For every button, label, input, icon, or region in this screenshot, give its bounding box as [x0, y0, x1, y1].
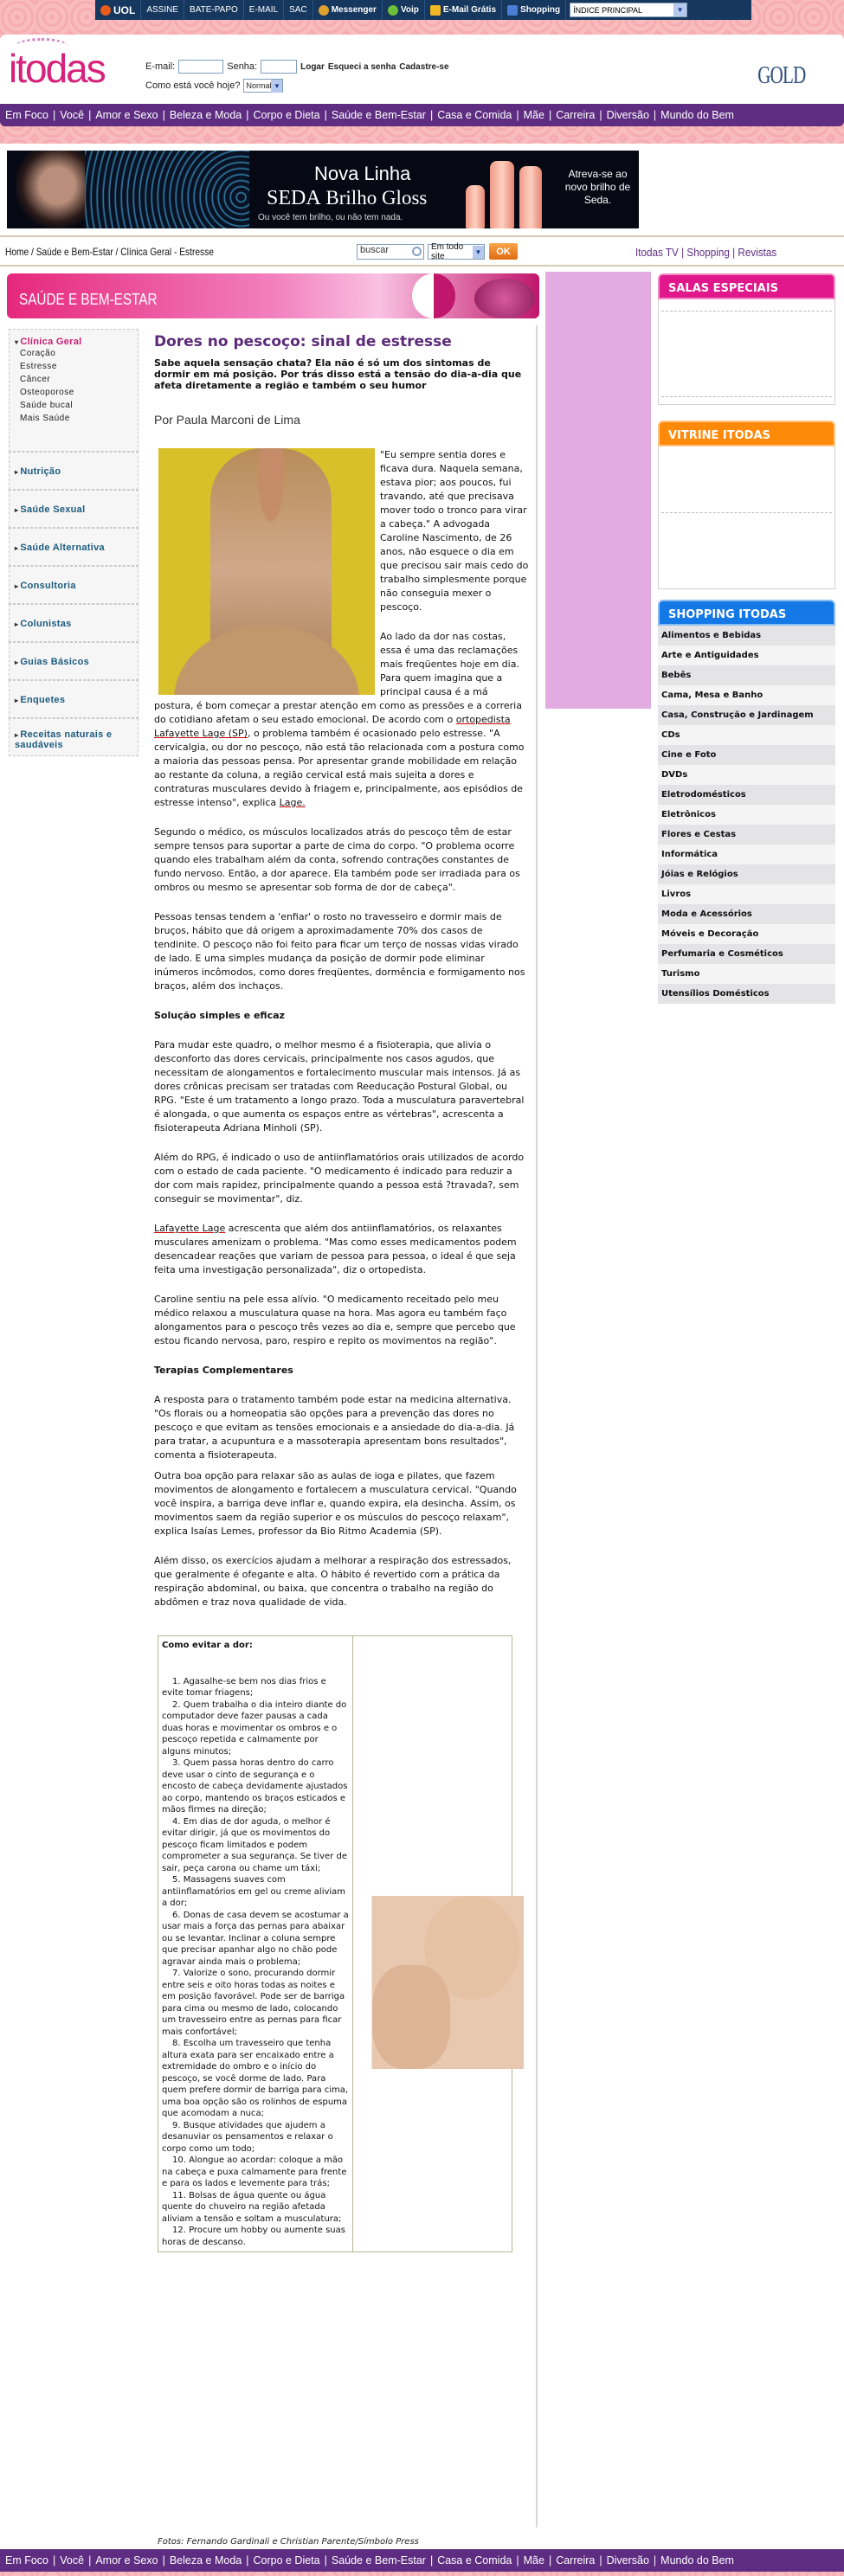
sidebar-block-clinica-geral: [9, 329, 139, 452]
tip-item: 5. Massagens suaves com antiinflamatórios em gel ou creme aliviam a dor;: [162, 1875, 346, 1908]
nav-separator: |: [88, 109, 92, 121]
ad-brand: SEDA: [267, 187, 321, 209]
password-label: Senha:: [227, 61, 258, 72]
nav-separator: |: [429, 2554, 434, 2566]
shopping-category-item[interactable]: Perfumaria e Cosméticos: [658, 944, 835, 964]
article-paragraph: A resposta para o tratamento também pode estar na medicina alternativa. "Os florais ou a homeopatia são opções para a prevenção das dores no pescoço e que evitam as tensões emocionais e a ansiedade do dia-a-dia. Já para tratar, a acupuntura e a massoterapia apresentam bons resultados", comenta a fisioterapeuta.: [154, 1394, 515, 1461]
shopping-category-item[interactable]: Eletrodomésticos: [658, 785, 835, 805]
article-paragraph: Além disso, os exercícios ajudam a melhorar a respiração dos estressados, que geralmente é ofegante e alta. O hábito é revertido com a prática da respiração abdominal, ou baixa, que concentra o trabalho na região do abdômen e traz nova qualidade de vida.: [154, 1555, 512, 1608]
ad-hair-graphic: [85, 151, 249, 228]
shopping-category-item[interactable]: Alimentos e Bebidas: [658, 626, 835, 646]
salas-especiais-widget: [658, 273, 835, 405]
nav-item-mae[interactable]: Mãe: [523, 109, 544, 121]
voip-label: Voip: [400, 5, 419, 15]
uol-service-shopping[interactable]: [502, 0, 566, 20]
paragraph-text: , o problema também é ocasionado pelo estresse. "A cervicalgia, ou dor no pescoço, não está tão relacionada com a postura como a maioria das pessoas pensa. Por apresentar grande mobilidade em relação ao restante da coluna, a região cervical está mais sujeita a dores e contraturas musculares devido à friagem e, principalmente, aos episódios de estresse intenso", explica: [154, 728, 525, 808]
right-column: [658, 273, 835, 1004]
nav-item-corpo-e-dieta[interactable]: Corpo e Dieta: [253, 2554, 320, 2566]
nav-separator: |: [324, 2554, 327, 2566]
uol-service-voip[interactable]: [383, 0, 425, 20]
index-select-value: ÍNDICE PRINCIPAL: [573, 5, 642, 15]
email-gratis-label: E-Mail Grátis: [442, 5, 497, 15]
article-paragraph: Para mudar este quadro, o melhor mesmo é a fisioterapia, que alivia o desconforto das dores cervicais, principalmente nos casos agudos, que necessitam de alongamentos e fortalecimento muscular mais intensos. Já as dores crônicas precisam ser tratadas com Reeducação Postural Global, ou RPG. "Este é um tratamento a longo prazo. Toda a musculatura paravertebral é alongada, o que aumenta os espaços entre as vértebras", acrescenta a fisioterapeuta Adriana Minholi (SP).: [154, 1039, 525, 1134]
uol-brand: UOL: [113, 3, 136, 16]
tips-box: [158, 1635, 512, 2252]
paragraph-text: Ao lado da dor nas costas, essa é uma das reclamações mais freqüentes hoje em dia. Para quem imagina que a principal causa é a má postura, é bom começar a prestar atenção em como as pressões e a correria do cotidiano afetam o seu estado emocional. De acordo com o: [154, 631, 522, 725]
forgot-password-link[interactable]: Esqueci a senha: [327, 61, 396, 72]
shopping-category-item[interactable]: Cama, Mesa e Banho: [658, 685, 835, 705]
nav-separator: |: [324, 109, 327, 121]
article-paragraph: Pessoas tensas tendem a 'enfiar' o rosto no travesseiro e dormir mais de bruços, hábito que dá origem a aproximadamente 70% dos casos de tendinite. O pescoço não foi feito para ficar um terço de nossas vidas virado de lado. E uma simples mudança da posição de dormir pode eliminar inúmeros incômodos, como dores freqüentes, dormência e formigamento nos braços, além dos inchaços.: [154, 911, 525, 992]
nav-separator: |: [162, 2554, 165, 2566]
paragraph-text: acrescenta que além dos antiinflamatórios, os relaxantes musculares amenizam o problema. "Mas como esses medicamentos podem desencadear reações que variam de pessoa para pessoa, o ideal é que seja feita uma investigação personalizada", diz o ortopedista.: [154, 1223, 517, 1275]
uol-logo-icon: [100, 5, 111, 16]
shopping-label: Shopping: [520, 5, 561, 15]
section-banner: [7, 273, 539, 318]
nav-item-carreira[interactable]: Carreira: [556, 109, 596, 121]
ad-headline: Nova Linha: [314, 163, 411, 184]
ad-product-name: Brilho Gloss: [325, 187, 428, 209]
nav-item-mae[interactable]: Mãe: [523, 2554, 544, 2566]
site-header: [0, 35, 844, 104]
search-input[interactable]: [357, 244, 424, 260]
sidebar-subitem-saude-bucal[interactable]: Saúde bucal: [20, 401, 74, 410]
shopping-category-item[interactable]: Utensílios Domésticos: [658, 984, 835, 1004]
vitrine-itodas-widget: [658, 421, 835, 589]
logo-text: itodas: [9, 46, 105, 91]
nav-item-diversao[interactable]: Diversão: [606, 2554, 649, 2566]
messenger-label: Messenger: [331, 5, 377, 15]
phone-icon: [388, 5, 398, 16]
search-scope-value: Em todo site: [431, 242, 464, 261]
password-field[interactable]: [261, 60, 297, 74]
fruit-decoration: [474, 279, 535, 318]
sidebar-block: [9, 718, 139, 756]
mood-label: Como está você hoje?: [145, 80, 241, 91]
sidebar-item-nutricao[interactable]: ▸ Nutrição: [15, 466, 132, 477]
chevron-down-icon: ▼: [271, 80, 282, 93]
chevron-down-icon: ▼: [473, 246, 484, 259]
tip-item: 12. Procure um hobby ou aumente suas horas de descanso.: [162, 2226, 345, 2247]
chevron-down-icon: ▼: [673, 3, 686, 16]
article-paragraph: Outra boa opção para relaxar são as aulas de ioga e pilates, que fazem movimentos de alongamento e fortalecem a musculatura cervical. "Quando você inspira, a barriga deve inflar e, quando expira, ela desincha. Assim, os movimentos saem da região superior e os músculos do pescoço relaxam", explica Isaías Lemes, professor da Bio Ritmo Academia (SP).: [154, 1470, 517, 1537]
messenger-icon: [319, 5, 329, 16]
woman-neck-photo: [355, 1896, 524, 2069]
sidebar-block: [9, 490, 139, 528]
search-scope-select[interactable]: [428, 244, 485, 260]
uol-link-bate-papo[interactable]: BATE-PAPO: [184, 0, 244, 20]
uol-service-email-gratis[interactable]: [425, 0, 502, 20]
search-ok-button[interactable]: OK: [489, 243, 518, 260]
nav-separator: |: [53, 2554, 56, 2566]
shopping-category-item[interactable]: Arte e Antiguidades: [658, 646, 835, 665]
tips-list: [158, 1636, 353, 2252]
uol-link-assine[interactable]: ASSINE: [141, 0, 184, 20]
neck-photo: [158, 448, 375, 695]
ad-area: [0, 144, 844, 235]
vitrine-itodas-content: [658, 446, 835, 589]
footer-nav: [0, 2549, 844, 2572]
yin-yang-icon: [412, 273, 455, 318]
gold-partner-logo[interactable]: GOLD: [757, 62, 806, 89]
ad-tagline: Ou você tem brilho, ou não tem nada.: [258, 213, 403, 222]
tips-photo-cell: [353, 1636, 512, 2252]
nav-item-saude-e-bem-estar[interactable]: Saúde e Bem-Estar: [331, 109, 426, 121]
tip-item: 8. Escolha um travesseiro que tenha altura exata para ser encaixado entre a extremidade do ombro e o início do pescoço, se você dorme de lado. Para quem prefere dormir de barriga para cima, uma boa opção são os rolinhos de espuma que acomodam a nuca;: [162, 2039, 349, 2118]
nav-separator: |: [246, 109, 249, 121]
sidebar-item-consultoria[interactable]: ▸ Consultoria: [15, 581, 132, 591]
salas-especiais-title: SALAS ESPECIAIS: [658, 273, 835, 299]
sidebar-subitem-osteoporose[interactable]: Osteoporose: [20, 388, 74, 397]
link-lafayette-lage[interactable]: ortopedista Lafayette Lage (SP): [154, 714, 511, 739]
article-subheading: Terapias Complementares: [154, 1365, 293, 1376]
nav-item-em-foco[interactable]: Em Foco: [5, 2554, 49, 2566]
search-input-value: buscar: [360, 245, 390, 255]
ad-cta: Atreva-se ao novo brilho de Seda.: [564, 168, 631, 206]
nav-item-beleza-e-moda[interactable]: Beleza e Moda: [169, 109, 242, 121]
shopping-category-item[interactable]: Bebês: [658, 665, 835, 685]
nav-item-beleza-e-moda[interactable]: Beleza e Moda: [169, 2554, 242, 2566]
shopping-category-item[interactable]: Livros: [658, 884, 835, 904]
login-link[interactable]: Logar: [300, 61, 325, 72]
tip-item: 9. Busque atividades que ajudem a desanuviar os pensamentos e relaxar o corpo como um todo;: [162, 2120, 333, 2154]
nav-item-voce[interactable]: Você: [60, 2554, 85, 2566]
link-revistas[interactable]: Revistas: [738, 246, 777, 259]
sidebar-block: [9, 566, 139, 604]
nav-item-em-foco[interactable]: Em Foco: [5, 109, 49, 121]
shopping-category-item[interactable]: Casa, Construção e Jardinagem: [658, 705, 835, 725]
nav-separator: |: [548, 109, 552, 121]
shopping-category-item[interactable]: Móveis e Decoração: [658, 924, 835, 944]
shopping-itodas-widget: [658, 600, 835, 1004]
nav-separator: |: [653, 2554, 657, 2566]
article-paragraph: Caroline sentiu na pele essa alívio. "O medicamento receitado pelo meu médico relaxou a musculatura quase na hora. Mas agora eu também faço alongamentos para o pescoço três vezes ao dia e, sempre que percebo que estou ficando nervosa, paro, respiro e repito os movimentos na região".: [154, 1294, 516, 1346]
nav-separator: |: [162, 109, 165, 121]
tip-item: 2. Quem trabalha o dia inteiro diante do computador deve fazer pausas a cada duas horas e movimentar os ombros e o pescoço repetida e calmamente por alguns minutos;: [162, 1699, 347, 1757]
shopping-category-item[interactable]: Moda e Acessórios: [658, 904, 835, 924]
shopping-category-item[interactable]: Informática: [658, 845, 835, 864]
nav-item-carreira[interactable]: Carreira: [556, 2554, 596, 2566]
article-paragraph: Além do RPG, é indicado o uso de antiinflamatórios orais utilizados de acordo com o estado de cada paciente. "O medicamento é indicado para reduzir a dor com mais rapidez, principalmente quando a pessoa está ?travada?, sem conseguir se movimentar", diz.: [154, 1152, 525, 1204]
nav-item-casa-e-comida[interactable]: Casa e Comida: [437, 109, 512, 121]
shopping-category-item[interactable]: Flores e Cestas: [658, 825, 835, 845]
nav-item-saude-e-bem-estar[interactable]: Saúde e Bem-Estar: [331, 2554, 426, 2566]
article-subheading: Solução simples e eficaz: [154, 1010, 285, 1021]
article-author: Por Paula Marconi de Lima: [154, 413, 300, 427]
nav-item-mundo-do-bem[interactable]: Mundo do Bem: [660, 109, 734, 121]
nav-item-diversao[interactable]: Diversão: [606, 109, 649, 121]
salas-especiais-content: [658, 299, 835, 405]
mood-select[interactable]: [243, 79, 283, 93]
nav-item-mundo-do-bem[interactable]: Mundo do Bem: [660, 2554, 734, 2566]
nav-separator: |: [599, 2554, 602, 2566]
itodas-logo[interactable]: [9, 45, 105, 92]
top-links: Itodas TV | Shopping | Revistas: [635, 246, 777, 259]
shopping-category-item[interactable]: CDs: [658, 725, 835, 745]
section-title: SAÚDE E BEM-ESTAR: [19, 291, 158, 308]
sidebar-item-receitas[interactable]: ▸ Receitas naturais e saudáveis: [15, 729, 132, 750]
article: [147, 324, 537, 2252]
nav-item-amor-e-sexo[interactable]: Amor e Sexo: [95, 109, 158, 121]
sidebar-item-clinica-geral[interactable]: ▾ Clínica Geral: [15, 337, 132, 347]
tip-item: 3. Quem passa horas dentro do carro deve usar o cinto de segurança e o encosto de cabeça devidamente ajustados ao corpo, mantendo os braços esticados e mãos firmes na direção;: [162, 1758, 348, 1815]
email-field[interactable]: [178, 60, 223, 74]
sidebar-item-colunistas[interactable]: ▸ Colunistas: [15, 619, 132, 629]
sidebar-block: [9, 642, 139, 680]
nav-item-casa-e-comida[interactable]: Casa e Comida: [437, 2554, 512, 2566]
nav-item-amor-e-sexo[interactable]: Amor e Sexo: [95, 2554, 158, 2566]
sidebar-item-saude-sexual[interactable]: ▸ Saúde Sexual: [15, 504, 132, 515]
shopping-category-list: [658, 626, 835, 1004]
nav-separator: |: [548, 2554, 552, 2566]
tip-item: 10. Alongue ao acordar: coloque a mão na cabeça e puxa calmamente para frente e para os lados e levemente para trás;: [162, 2155, 347, 2188]
article-paragraph: "Eu sempre sentia dores e ficava dura. Naquela semana, estava pior; aos poucos, fui travando, até que precisava mover todo o tronco para virar a cabeça." A advogada Caroline Nascimento, de 26 anos, não esquece o dia em que precisou sair mais cedo do trabalho simplesmente porque não conseguia mexer o pescoço.: [380, 449, 529, 613]
email-label: E-mail:: [145, 61, 176, 72]
nav-separator: |: [599, 109, 602, 121]
tip-item: 7. Valorize o sono, procurando dormir entre seis e oito horas todas as noites e em posição favorável. Pode ser de barriga para cima ou mesmo de lado, colocando um travesseiro entre as pernas para ficar mais confortável;: [162, 1969, 345, 2037]
main-nav: [0, 104, 844, 126]
sidebar-item-saude-alternativa[interactable]: ▸ Saúde Alternativa: [15, 543, 132, 553]
sidebar-item-guias-basicos[interactable]: ▸ Guias Básicos: [15, 657, 132, 667]
link-shopping[interactable]: Shopping: [686, 246, 730, 259]
link-lafayette-lage[interactable]: Lafayette Lage: [154, 1223, 226, 1234]
tip-item: 1. Agasalhe-se bem nos dias frios e evite tomar friagens;: [162, 1676, 326, 1698]
nav-separator: |: [246, 2554, 249, 2566]
tip-item: 11. Bolsas de água quente ou água quente do chuveiro na região afetada aliviam a tensão e soltam a musculatura;: [162, 2190, 342, 2224]
sidebar-subitem-mais-saude[interactable]: Mais Saúde: [20, 414, 70, 423]
tip-item: 4. Em dias de dor aguda, o melhor é evitar dirigir, já que os movimentos do pescoço ficam limitados e podem comprometer a sua segurança. Se tiver de sair, peça carona ou chame um táxi;: [162, 1816, 347, 1873]
shopping-category-item[interactable]: DVDs: [658, 765, 835, 785]
breadcrumb[interactable]: Home / Saúde e Bem-Estar / Clínica Geral - Estresse: [5, 246, 214, 258]
uol-logo[interactable]: [95, 0, 141, 20]
sidebar-subitem-cancer[interactable]: Câncer: [20, 375, 51, 384]
sidebar-block: [9, 452, 139, 490]
side-ad-placeholder: [545, 272, 651, 709]
sidebar-subitem-coracao[interactable]: Coração: [20, 349, 56, 358]
mood-select-value: Normal: [246, 81, 272, 90]
nav-separator: |: [53, 109, 56, 121]
shopping-category-item[interactable]: Jóias e Relógios: [658, 864, 835, 884]
index-select[interactable]: [570, 3, 687, 17]
article-title: Dores no pescoço: sinal de estresse: [154, 333, 452, 350]
signup-link[interactable]: Cadastre-se: [399, 61, 449, 72]
uol-link-sac[interactable]: SAC: [284, 0, 313, 20]
ad-bottles-image: [466, 159, 552, 228]
envelope-icon: [430, 5, 441, 16]
tips-title: Como evitar a dor:: [162, 1641, 253, 1650]
ad-model-image: [16, 151, 85, 228]
link-itodas-tv[interactable]: Itodas TV: [635, 246, 679, 259]
seda-ad-banner[interactable]: [7, 151, 639, 228]
sidebar-subitem-estresse[interactable]: Estresse: [20, 362, 57, 371]
nav-separator: |: [88, 2554, 92, 2566]
shopping-category-item[interactable]: Turismo: [658, 964, 835, 984]
uol-service-messenger[interactable]: [313, 0, 383, 20]
photo-credits: Fotos: Fernando Gardinali e Christian Parente/Símbolo Press: [158, 2537, 419, 2547]
shopping-category-item[interactable]: Eletrônicos: [658, 805, 835, 825]
sidebar-block: [9, 680, 139, 718]
vitrine-itodas-title: VITRINE ITODAS: [658, 421, 835, 446]
tip-item: 6. Donas de casa devem se acostumar a usar mais a força das pernas para abaixar ou se levantar. Inclinar a coluna sempre que precisar apanhar algo no chão pode agravar ainda mais o problema;: [162, 1910, 349, 1967]
sub-bar: [0, 235, 844, 267]
search-icon: [412, 247, 422, 256]
uol-top-bar: [95, 0, 751, 20]
article-paragraph: Segundo o médico, os músculos localizados atrás do pescoço têm de estar sempre tensos para suportar a parte de cima do corpo. "O problema ocorre quando eles trabalham além da conta, sofrendo contrações constantes de fundo nervoso. Então, a dor aparece. Ela também pode ser irradiada para os ombros ou mesmo se apresentar sob forma de dor de cabeça".: [154, 826, 520, 893]
sidebar-block: [9, 604, 139, 642]
ad-product: [267, 187, 427, 210]
shopping-icon: [507, 5, 518, 16]
nav-separator: |: [516, 109, 519, 121]
shopping-itodas-title: SHOPPING ITODAS: [658, 600, 835, 626]
article-lead: Sabe aquela sensação chata? Ela não é só um dos sintomas de dormir em má posição. Por trás disso está a tensão do dia-a-dia que afeta diretamente a região e também o seu humor: [154, 357, 522, 391]
section-sidebar: [9, 329, 139, 756]
sidebar-item-enquetes[interactable]: ▸ Enquetes: [15, 695, 132, 705]
shopping-category-item[interactable]: Cine e Foto: [658, 745, 835, 765]
nav-separator: |: [516, 2554, 519, 2566]
nav-item-corpo-e-dieta[interactable]: Corpo e Dieta: [253, 109, 320, 121]
nav-item-voce[interactable]: Você: [60, 109, 85, 121]
link-lage[interactable]: Lage.: [279, 797, 306, 808]
nav-separator: |: [429, 109, 434, 121]
uol-link-email[interactable]: E-MAIL: [244, 0, 284, 20]
sidebar-block: [9, 528, 139, 566]
login-form: [145, 57, 449, 95]
article-paragraph: [154, 1222, 530, 1277]
nav-separator: |: [653, 109, 657, 121]
